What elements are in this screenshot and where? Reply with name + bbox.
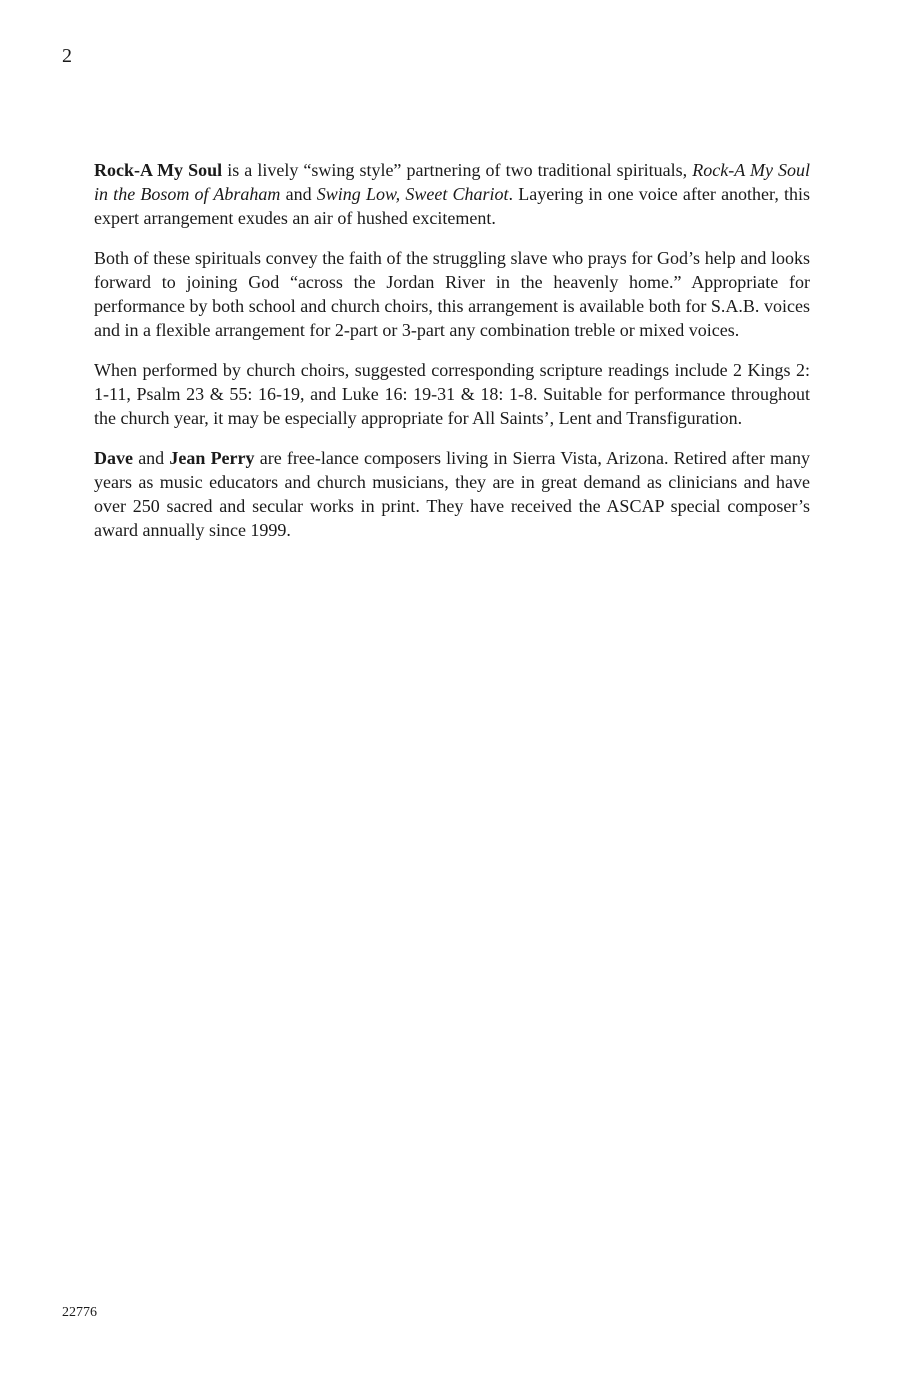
- composer-name-1: Dave: [94, 448, 133, 468]
- composer-text-2: are free-lance composers living in Sierra Vista, Arizona. Retired after many years as music educators and church musicians, they are in great demand as clinicians and have over 250 sacred and secular works in print. They have received the ASCAP special composer’s award annually since 1999.: [94, 448, 810, 540]
- paragraph-intro: [94, 158, 810, 230]
- body-text: [94, 158, 810, 558]
- intro-text-2: and: [280, 184, 317, 204]
- paragraph-faith: Both of these spirituals convey the faith of the struggling slave who prays for God’s help and looks forward to joining God “across the Jordan River in the heavenly home.” Appropriate for performance by both school and church choirs, this arrangement is available both for S.A.B. voices and in a flexible arrangement for 2-part or 3-part any combination treble or mixed voices.: [94, 248, 810, 340]
- spiritual-title-2: Swing Low, Sweet Chariot: [316, 184, 509, 204]
- composer-text-1: and: [133, 448, 170, 468]
- page-number: 2: [62, 45, 72, 67]
- intro-text-1: is a lively “swing style” partnering of two traditional spirituals,: [222, 160, 693, 180]
- paragraph-scripture: When performed by church choirs, suggested corresponding scripture readings include 2 Kings 2: 1-11, Psalm 23 & 55: 16-19, and Luke 16: 19-31 & 18: 1-8. Suitable for performance throughout the church year, it may be especially appropriate for All Saints’, Lent and Transfiguration.: [94, 360, 810, 428]
- intro-text-3: . Layering in one voice after another, this expert arrangement exudes an air of hushed excitement.: [94, 184, 811, 228]
- composer-name-2: Jean Perry: [169, 448, 255, 468]
- catalog-number: 22776: [62, 1305, 97, 1320]
- spiritual-title-1: Rock-A My Soul in the Bosom of Abraham: [94, 160, 810, 204]
- paragraph-composers: [94, 446, 810, 542]
- song-title: Rock-A My Soul: [94, 160, 223, 180]
